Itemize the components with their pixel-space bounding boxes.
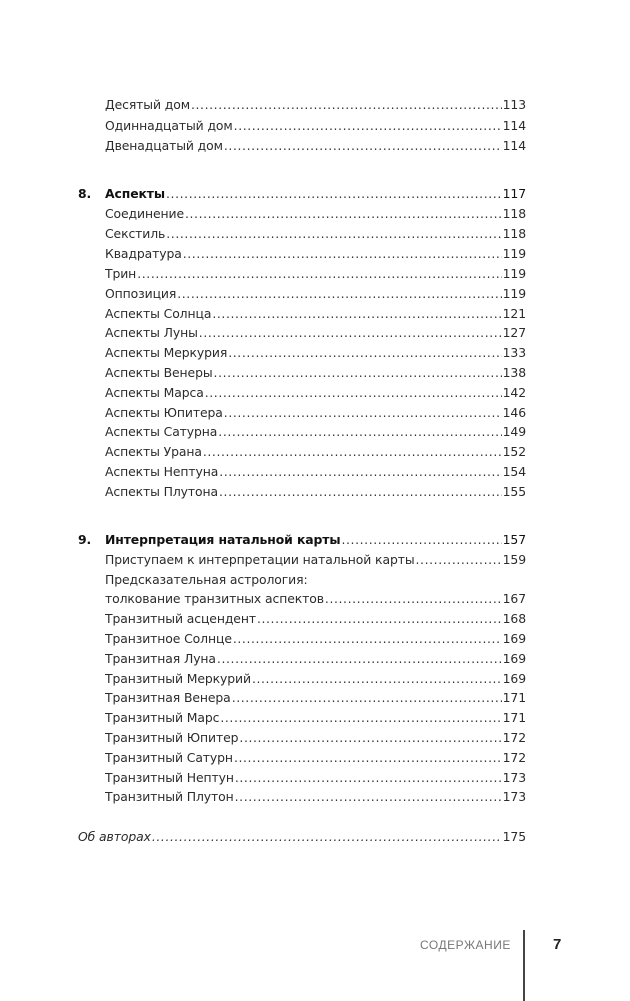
- toc-entry-page: 118: [502, 226, 526, 241]
- dot-leader: [219, 465, 501, 479]
- toc-entry-label: Аспекты Плутона: [105, 484, 218, 499]
- dot-leader: [205, 386, 502, 400]
- toc-entry-page: 121: [502, 306, 526, 321]
- toc-entry-page: 173: [502, 789, 526, 804]
- toc-entry[interactable]: [105, 380, 526, 400]
- toc-entry-label: Аспекты Нептуна: [105, 464, 219, 479]
- toc-entry-page: 169: [502, 631, 526, 646]
- toc-entry[interactable]: [105, 221, 526, 241]
- page-number: 7: [553, 936, 562, 953]
- toc-entry-page: 113: [502, 97, 526, 112]
- toc-entry-page: 133: [502, 345, 526, 360]
- dot-leader: [166, 187, 502, 201]
- toc-entry-page: 119: [502, 246, 526, 261]
- toc-entry-label: Транзитный Юпитер: [105, 730, 239, 745]
- dot-leader: [233, 632, 502, 646]
- toc-entry[interactable]: [105, 784, 526, 804]
- toc-entry-label: Соединение: [105, 206, 184, 221]
- dot-leader: [235, 771, 502, 785]
- dot-leader: [239, 731, 501, 745]
- toc-entry-page: 114: [502, 118, 526, 133]
- toc-entry[interactable]: [105, 320, 526, 340]
- toc-entry-page: 155: [502, 484, 526, 499]
- dot-leader: [257, 612, 502, 626]
- toc-entry-page: 167: [502, 591, 526, 606]
- toc-entry[interactable]: [105, 459, 526, 479]
- toc-entry-page: 154: [502, 464, 526, 479]
- toc-entry[interactable]: [105, 685, 526, 705]
- chapter-page: 157: [502, 532, 526, 547]
- dot-leader: [235, 790, 502, 804]
- toc-entry-page: 169: [502, 651, 526, 666]
- dot-leader: [199, 326, 502, 340]
- dot-leader: [191, 98, 502, 112]
- toc-entry-page: 173: [502, 770, 526, 785]
- toc-entry[interactable]: [105, 133, 526, 153]
- toc-entry-label: Трин: [105, 266, 137, 281]
- toc-entry-page: 172: [502, 750, 526, 765]
- dot-leader: [217, 652, 502, 666]
- toc-entry-label: Предсказательная астрология:: [105, 572, 308, 587]
- toc-entry[interactable]: [105, 201, 526, 221]
- toc-entry-label: Десятый дом: [105, 97, 190, 112]
- dot-leader: [234, 751, 502, 765]
- toc-entry-page: 127: [502, 325, 526, 340]
- toc-about-authors[interactable]: [78, 824, 526, 844]
- toc-entry-page: 172: [502, 730, 526, 745]
- chapter-title: Аспекты: [105, 186, 165, 201]
- toc-entry-label: Квадратура: [105, 246, 182, 261]
- dot-leader: [185, 207, 502, 221]
- chapter-title: Интерпретация натальной карты: [105, 532, 341, 547]
- dot-leader: [203, 445, 502, 459]
- toc-entry[interactable]: [105, 626, 526, 646]
- toc-entry[interactable]: [105, 439, 526, 459]
- toc-entry-page: 168: [502, 611, 526, 626]
- toc-entry-page: 119: [502, 286, 526, 301]
- toc-entry-label: Аспекты Урана: [105, 444, 202, 459]
- dot-leader: [228, 346, 501, 360]
- dot-leader: [219, 485, 502, 499]
- toc-entry-label: толкование транзитных аспектов: [105, 591, 324, 606]
- toc-entry-page: 146: [502, 405, 526, 420]
- toc-entry-label: Транзитный Плутон: [105, 789, 234, 804]
- dot-leader: [341, 533, 501, 547]
- toc-entry[interactable]: [105, 400, 526, 420]
- dot-leader: [220, 711, 501, 725]
- toc-entry-label: Оппозиция: [105, 286, 177, 301]
- toc-entry[interactable]: [105, 725, 526, 745]
- toc-entry[interactable]: [105, 666, 526, 686]
- toc-entry-page: 159: [502, 552, 526, 567]
- dot-leader: [137, 267, 501, 281]
- dot-leader: [212, 307, 501, 321]
- dot-leader: [224, 406, 502, 420]
- toc-entry[interactable]: [105, 479, 526, 499]
- toc-entry-label: Секстиль: [105, 226, 166, 241]
- toc-entry[interactable]: [105, 745, 526, 765]
- dot-leader: [152, 830, 502, 844]
- dot-leader: [234, 119, 502, 133]
- toc-entry-line-1: [105, 567, 526, 587]
- toc-chapter-8[interactable]: [78, 181, 526, 201]
- toc-entry-label: Транзитный Меркурий: [105, 671, 251, 686]
- toc-entry[interactable]: [105, 261, 526, 281]
- dot-leader: [252, 672, 502, 686]
- toc-entry[interactable]: [105, 765, 526, 785]
- chapter-page: 117: [502, 186, 526, 201]
- toc-entry-label: Транзитное Солнце: [105, 631, 232, 646]
- dot-leader: [416, 553, 502, 567]
- toc-entry-page: 171: [502, 690, 526, 705]
- toc-entry-label: Транзитная Венера: [105, 690, 231, 705]
- toc-entry[interactable]: [105, 646, 526, 666]
- toc-entry-label: Транзитный асцендент: [105, 611, 256, 626]
- toc-entry-page: 138: [502, 365, 526, 380]
- toc-entry-label: Транзитный Марс: [105, 710, 220, 725]
- toc-entry-label: Транзитный Сатурн: [105, 750, 233, 765]
- dot-leader: [224, 139, 502, 153]
- toc-entry[interactable]: [105, 113, 526, 133]
- toc-entry-label: Аспекты Сатурна: [105, 424, 218, 439]
- toc-entry[interactable]: [105, 241, 526, 261]
- toc-entry-page: 169: [502, 671, 526, 686]
- chapter-number: 9.: [78, 532, 92, 547]
- toc-chapter-9[interactable]: [78, 527, 526, 547]
- toc-entry-label: Приступаем к интерпретации натальной карты: [105, 552, 415, 567]
- toc-entry-label: Одиннадцатый дом: [105, 118, 233, 133]
- toc-entry-label: Двенадцатый дом: [105, 138, 223, 153]
- dot-leader: [177, 287, 501, 301]
- toc-entry-label: Аспекты Луны: [105, 325, 198, 340]
- toc-entry-label: Аспекты Юпитера: [105, 405, 223, 420]
- chapter-number: 8.: [78, 186, 92, 201]
- toc-entry-label: Об авторах: [78, 829, 151, 844]
- dot-leader: [325, 592, 502, 606]
- toc-entry-page: 114: [502, 138, 526, 153]
- toc-entry[interactable]: [105, 419, 526, 439]
- toc-entry[interactable]: [105, 606, 526, 626]
- toc-entry[interactable]: [105, 92, 526, 112]
- toc-entry-page: 152: [502, 444, 526, 459]
- toc-entry-label: Аспекты Солнца: [105, 306, 212, 321]
- toc-entry[interactable]: [105, 360, 526, 380]
- toc-entry-page: 118: [502, 206, 526, 221]
- toc-entry-label: Аспекты Марса: [105, 385, 204, 400]
- toc-entry-page: 119: [502, 266, 526, 281]
- toc-entry-label: Аспекты Меркурия: [105, 345, 228, 360]
- toc-entry-page: 175: [502, 829, 526, 844]
- toc-entry[interactable]: [105, 586, 526, 606]
- toc-entry[interactable]: [105, 547, 526, 567]
- running-footer-section: СОДЕРЖАНИЕ: [420, 938, 511, 952]
- dot-leader: [214, 366, 502, 380]
- toc-entry[interactable]: [105, 705, 526, 725]
- toc-entry[interactable]: [105, 281, 526, 301]
- toc-entry[interactable]: [105, 301, 526, 321]
- toc-entry-page: 171: [502, 710, 526, 725]
- dot-leader: [218, 425, 501, 439]
- dot-leader: [183, 247, 502, 261]
- dot-leader: [232, 691, 502, 705]
- toc-entry-label: Транзитный Нептун: [105, 770, 234, 785]
- footer-divider: [523, 930, 525, 1001]
- toc-entry-label: Транзитная Луна: [105, 651, 216, 666]
- toc-entry-page: 142: [502, 385, 526, 400]
- toc-entry-page: 149: [502, 424, 526, 439]
- dot-leader: [166, 227, 501, 241]
- toc-entry-label: Аспекты Венеры: [105, 365, 213, 380]
- toc-entry[interactable]: [105, 340, 526, 360]
